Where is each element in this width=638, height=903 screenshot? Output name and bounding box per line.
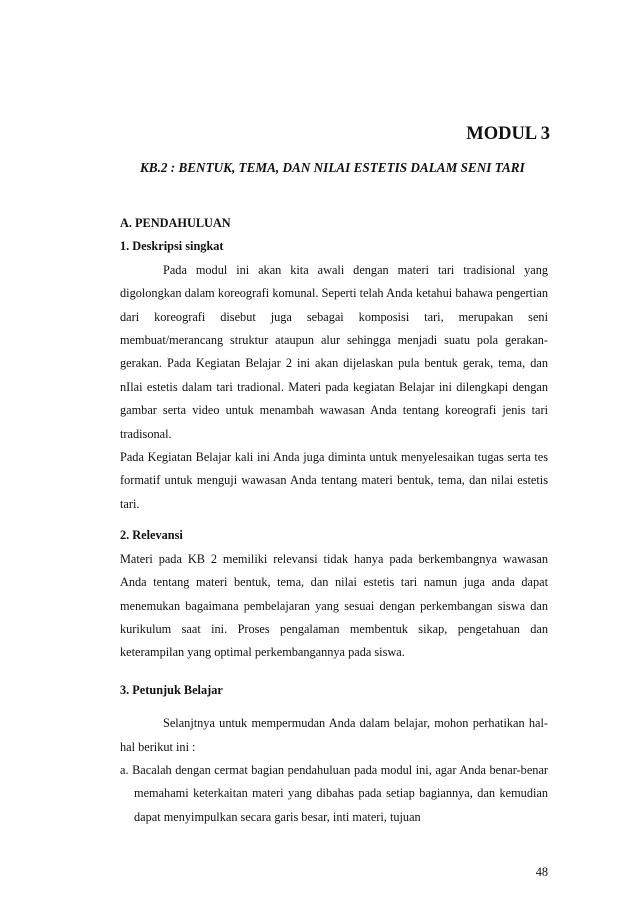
section-2-heading: 2. Relevansi <box>120 528 183 543</box>
section-3-list-item-a: a. Bacalah dengan cermat bagian pendahuluan pada modul ini, agar Anda benar-benar memahami keterkaitan materi yang dibahas pada setiap bagiannya, dan kemudian dapat menyimpulkan secara garis besar, inti materi, tujuan <box>120 762 548 824</box>
section-1-paragraph-1: Pada modul ini akan kita awali dengan materi tari tradisional yang digolongkan dalam koreografi komunal. Seperti telah Anda ketahui bahawa pengertian dari koreografi disebut juga sebagai komposisi tari, merupakan seni membuat/merancang struktur ataupun alur sehingga menjadi suatu pola gerakan-gerakan. Pada Kegiatan Belajar 2 ini akan dijelaskan pula bentuk gerak, tema, dan nIlai estetis dalam tari tradional. Materi pada kegiatan Belajar ini dilengkapi dengan gambar serta video untuk menambah wawasan Anda tentang koreografi jenis tari tradisonal. <box>120 262 548 441</box>
section-1-heading: 1. Deskripsi singkat <box>120 239 224 254</box>
section-3-heading: 3. Petunjuk Belajar <box>120 682 223 697</box>
section-1-paragraph-2: Pada Kegiatan Belajar kali ini Anda juga diminta untuk menyelesaikan tugas serta tes formatif untuk menguji wawasan Anda tentang materi bentuk, tema, dan nilai estetis tari. <box>120 450 548 511</box>
module-title: MODUL 3 <box>466 124 550 144</box>
main-content <box>120 212 548 829</box>
section-2-paragraph-1: Materi pada KB 2 memiliki relevansi tidak hanya pada berkembangnya wawasan Anda tentang materi bentuk, tema, dan nilai estetis tari namun juga anda dapat menemukan bagaimana pembelajaran yang sesuai dengan perkembangan siswa dan kurikulum saat ini. Proses pengalaman membentuk sikap, pengetahuan dan keterampilan yang optimal perkembangannya pada siswa. <box>120 551 548 660</box>
kb-title: KB.2 : BENTUK, TEMA, DAN NILAI ESTETIS DALAM SENI TARI <box>140 160 525 175</box>
page-number: 48 <box>535 865 548 879</box>
section-3-paragraph-1: Selanjtnya untuk mempermudan Anda dalam belajar, mohon perhatikan hal-hal berikut ini : <box>120 716 548 754</box>
section-a-heading: A. PENDAHULUAN <box>120 216 231 230</box>
